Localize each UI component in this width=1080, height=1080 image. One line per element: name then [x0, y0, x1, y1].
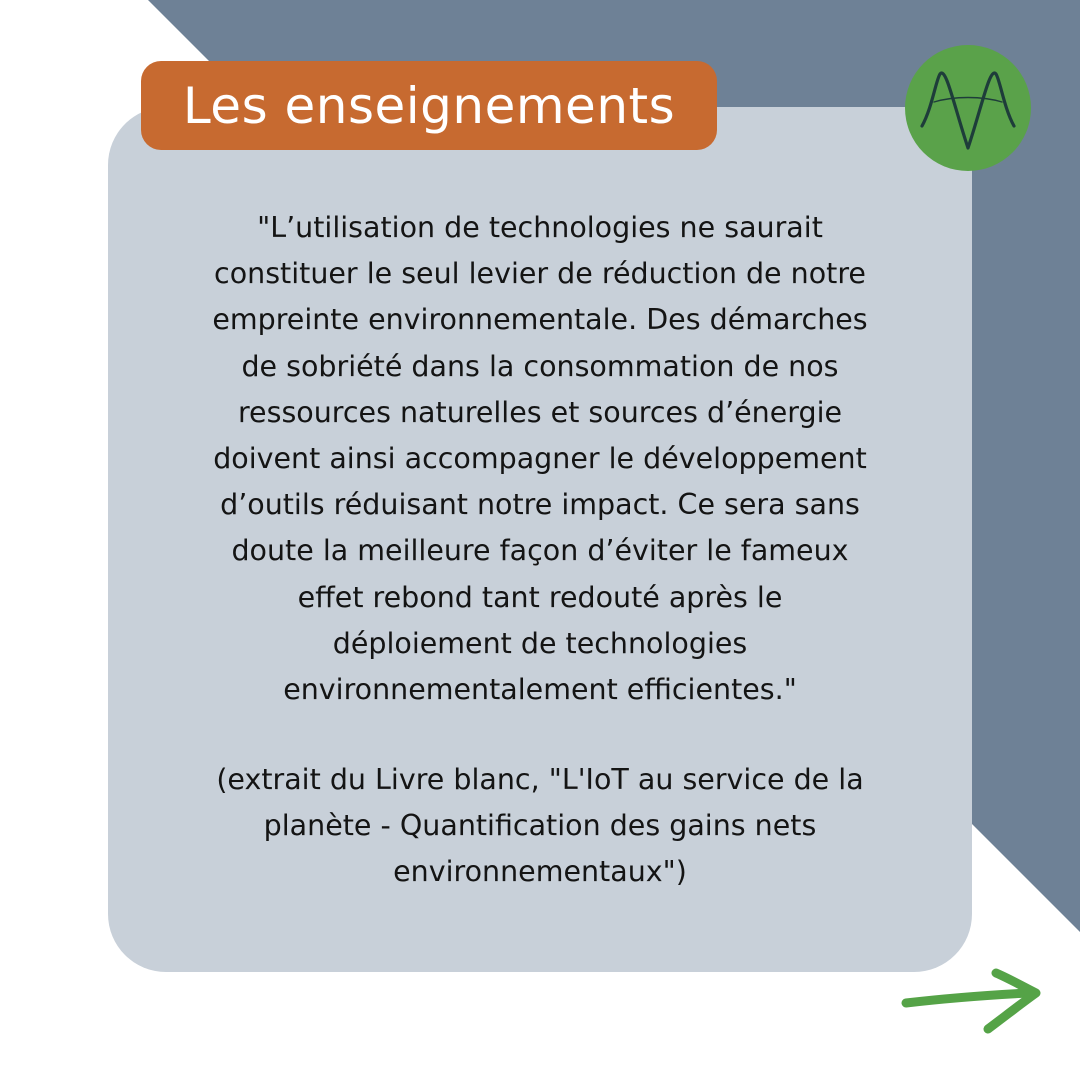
quote-line: environnementalement efficientes."	[283, 673, 797, 707]
source-line: planète - Quantification des gains nets	[263, 809, 817, 842]
quote-line: "L’utilisation de technologies ne saurait	[257, 211, 823, 244]
quote-text	[160, 205, 920, 713]
arrow-right-icon[interactable]	[900, 965, 1048, 1037]
source-line: environnementaux")	[393, 855, 687, 888]
quote-line: effet rebond tant redouté après le	[297, 580, 783, 614]
quote-line: doute la meilleure façon d’éviter le fameux	[231, 534, 849, 568]
title-tag	[141, 61, 717, 150]
page-title: Les enseignements	[182, 76, 676, 135]
quote-line: ressources naturelles et sources d’énergie	[237, 395, 843, 429]
quote-line: déploiement de technologies	[332, 626, 748, 660]
wave-logo-icon	[904, 44, 1032, 172]
quote-line: d’outils réduisant notre impact. Ce sera sans	[220, 488, 860, 522]
quote-line: de sobriété dans la consommation de nos	[241, 349, 839, 383]
quote-line: constituer le seul levier de réduction de notre	[214, 257, 866, 291]
source-citation	[160, 757, 920, 895]
source-line: (extrait du Livre blanc, "L'IoT au service de la	[216, 763, 864, 796]
quote-line: empreinte environnementale. Des démarches	[212, 303, 868, 337]
quote-line: doivent ainsi accompagner le développement	[213, 442, 867, 476]
